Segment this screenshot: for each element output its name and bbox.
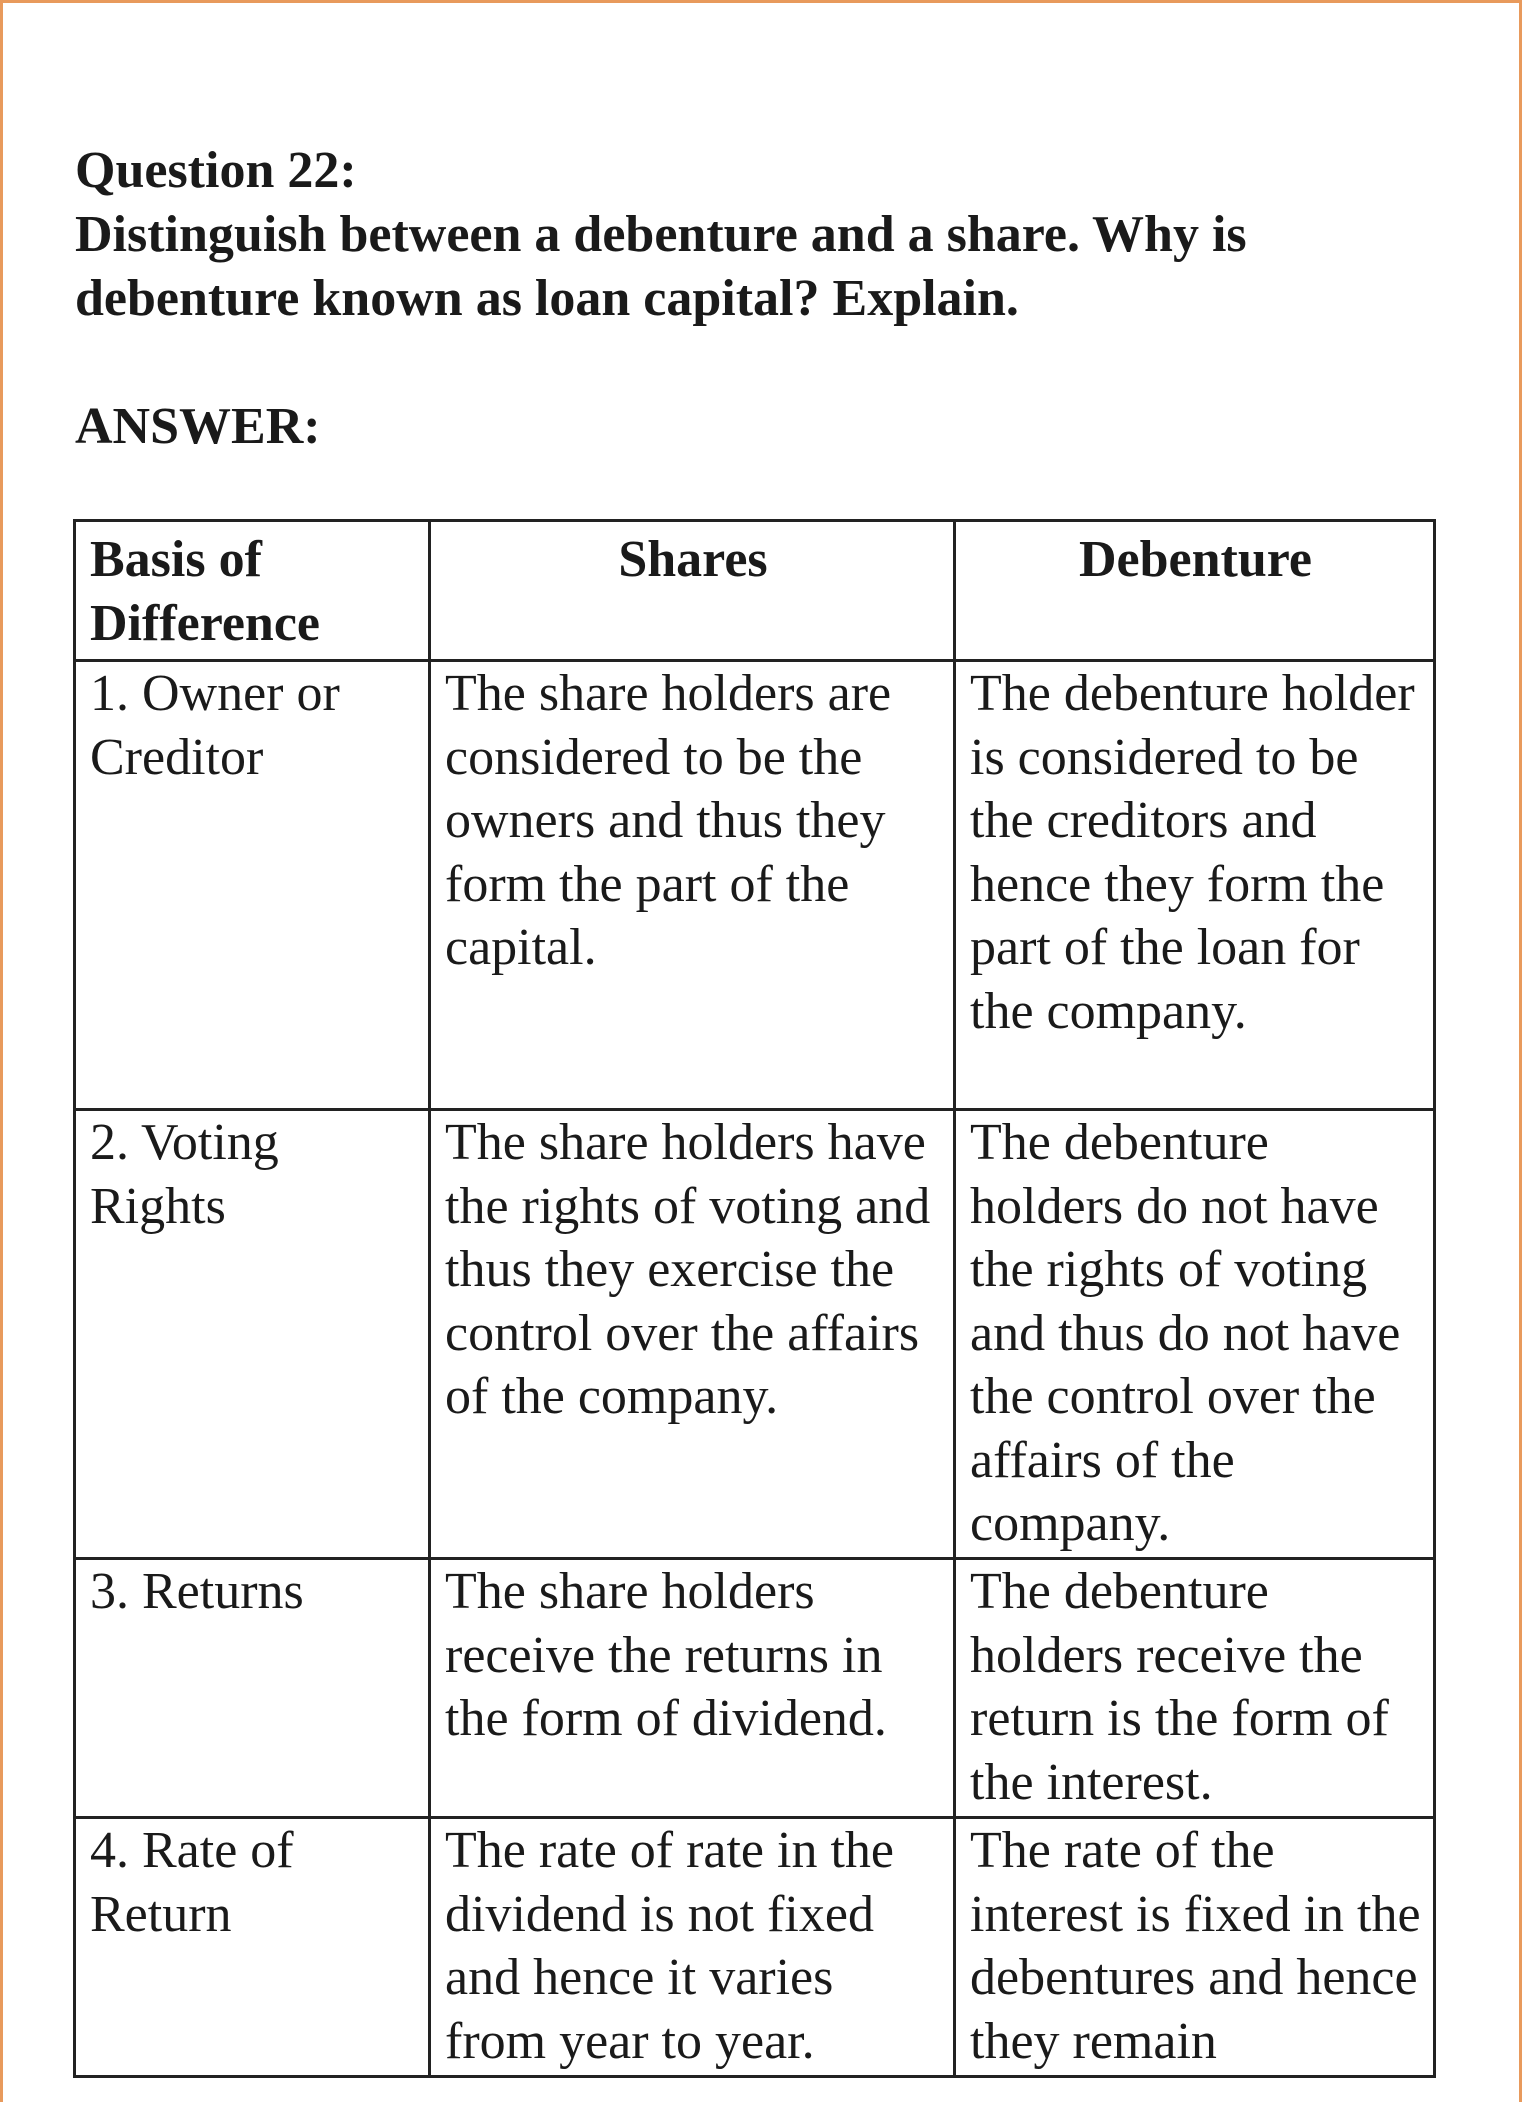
table-header-row [75, 521, 1435, 661]
cell-shares: The share holders receive the returns in the form of dividend. [430, 1559, 955, 1818]
question-text-line1: Distinguish between a debenture and a share. Why is [75, 206, 1247, 263]
cell-basis: 2. Voting Rights [75, 1110, 430, 1559]
cell-basis: 4. Rate of Return [75, 1818, 430, 2077]
answer-label: ANSWER: [75, 398, 321, 455]
table-row [75, 1818, 1435, 2077]
cell-debenture: The debenture holders receive the return is the form of the interest. [955, 1559, 1435, 1818]
cell-debenture: The debenture holder is considered to be the creditors and hence they form the part of the loan for the company. [955, 661, 1435, 1110]
cell-debenture: The debenture holders do not have the rights of voting and thus do not have the control over the affairs of the company. [955, 1110, 1435, 1559]
table-row [75, 661, 1435, 1110]
question-number: Question 22: [75, 142, 357, 199]
header-shares: Shares [430, 521, 955, 661]
table-row [75, 1110, 1435, 1559]
cell-basis: 1. Owner or Creditor [75, 661, 430, 1110]
question-heading [75, 139, 1455, 331]
table-row [75, 1559, 1435, 1818]
cell-basis: 3. Returns [75, 1559, 430, 1818]
question-text-line2: debenture known as loan capital? Explain. [75, 270, 1019, 327]
header-debenture: Debenture [955, 521, 1435, 661]
cell-shares: The rate of rate in the dividend is not fixed and hence it varies from year to year. [430, 1818, 955, 2077]
header-basis: Basis of Difference [75, 521, 430, 661]
cell-debenture: The rate of the interest is fixed in the debentures and hence they remain [955, 1818, 1435, 2077]
cell-shares: The share holders are considered to be the owners and thus they form the part of the capital. [430, 661, 955, 1110]
comparison-table [73, 519, 1436, 2078]
cell-shares: The share holders have the rights of voting and thus they exercise the control over the affairs of the company. [430, 1110, 955, 1559]
